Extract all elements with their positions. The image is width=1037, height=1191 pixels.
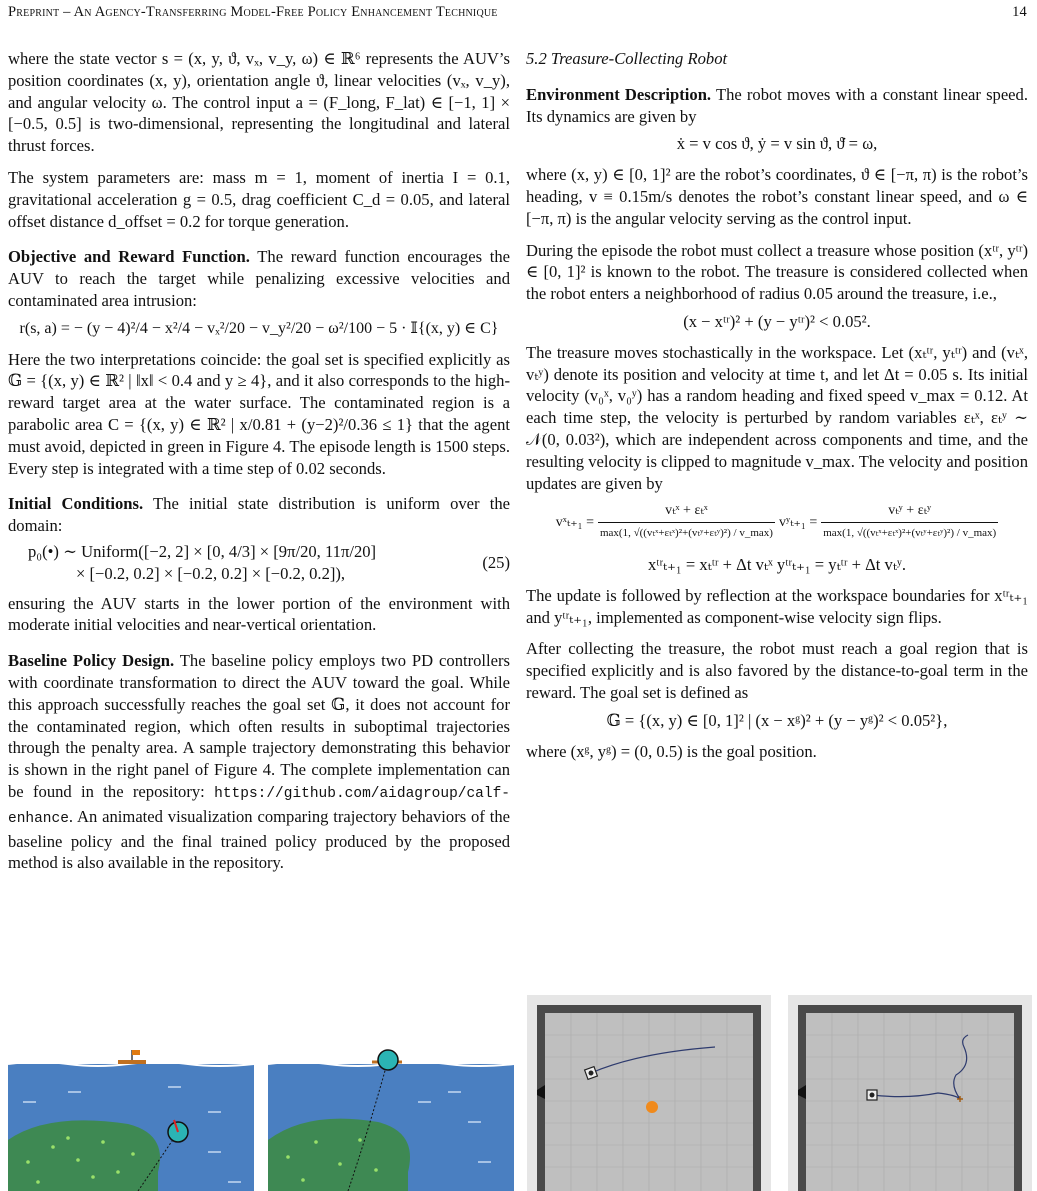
repository-link[interactable]: https://github.com/aidagroup/calf-enhance <box>8 785 510 827</box>
reward-intro: The reward function encourages the AUV to reach the target while penalizing excessive velocities and contaminated area intrusion: <box>8 247 510 310</box>
running-header <box>8 4 1027 26</box>
velocity-y-fraction <box>821 500 998 545</box>
baseline-section <box>8 650 510 874</box>
dynamics-equation: ẋ = v cos ϑ, ẏ = v sin ϑ, ϑ̇ = ω, <box>676 134 878 154</box>
initial-conditions-intro: The initial state distribution is uniform over the domain: <box>8 494 511 536</box>
goal-set-equation: 𝔾 = {(x, y) ∈ [0, 1]² | (x − xᵍ)² + (y − yᵍ)² < 0.05²}, <box>606 710 948 730</box>
initial-conditions-section <box>8 493 510 537</box>
running-title: Preprint – An Agency-Transferring Model-Free Policy Enhancement Technique <box>8 4 498 20</box>
velocity-x-lhs: vˣₜ₊₁ = <box>555 514 594 530</box>
velocity-y-lhs: vʸₜ₊₁ = <box>778 514 818 530</box>
robot-figure-right <box>788 995 1032 1191</box>
environment-heading: Environment Description. <box>526 84 712 104</box>
contamination-area <box>268 1119 410 1191</box>
initial-conditions-heading: Initial Conditions. <box>8 494 144 514</box>
initial-eq-line-1: p₀(•) ∼ Uniform([−2, 2] × [0, 4/3] × [9π/20, 11π/20] <box>28 541 377 561</box>
auv-scene-right <box>268 1042 514 1191</box>
robot-figure-left <box>527 995 771 1191</box>
treasure <box>646 1101 658 1113</box>
collection-equation: (x − xᵗʳ)² + (y − yᵗʳ)² < 0.05². <box>683 311 871 331</box>
reward-equation: r(s, a) = − (y − 4)²/4 − x²/4 − vₓ²/20 − v_y²/20 − ω²/100 − 5 · 𝕀{(x, y) ∈ C} <box>19 319 499 337</box>
robot-agent <box>867 1090 877 1100</box>
baseline-body: The baseline policy employs two PD controllers with coordinate transformation to direct the AUV toward the goal. While this approach successfully reaches the goal set 𝔾, it does not account for the contaminated region, which often results in suboptimal trajectories through the penalty area. A sample trajectory demonstrating this behavior is shown in the right panel of Figure 4. The complete implementation can be found in the repository: <box>8 651 510 801</box>
initial-conditions-paragraph: ensuring the AUV starts in the lower portion of the environment with moderate initial velocities and near-vertical orientation. <box>8 593 510 635</box>
parameters-paragraph: The system parameters are: mass m = 1, moment of inertia I = 0.1, gravitational acceleration g = 0.5, drag coefficient C_d = 0.05, and lateral offset distance d_offset = 0.2 for torque generation. <box>8 167 510 231</box>
subsection-title: 5.2 Treasure-Collecting Robot <box>526 49 728 68</box>
goal-position-paragraph: where (xᵍ, yᵍ) = (0, 0.5) is the goal position. <box>526 741 817 761</box>
state-vector-paragraph: where the state vector s = (x, y, ϑ, vₓ, v_y, ω) ∈ ℝ⁶ represents the AUV’s position coordinates (x, y), orientation angle ϑ, linear velocities (vₓ, v_y), and angular velocity ω. The control input a = (F_long, F_lat) ∈ [−1, 1] × [−0.5, 0.5] is two-dimensional, representing the longitudinal and lateral thrust forces. <box>8 49 510 156</box>
reward-section <box>8 246 510 311</box>
robot-scene-left <box>527 995 771 1191</box>
baseline-heading: Baseline Policy Design. <box>8 651 175 671</box>
target-marker <box>118 1060 146 1064</box>
velocity-y-denominator: max(1, √((vₜˣ+εₜˣ)²+(vₜʸ+εₜʸ)²) / v_max) <box>823 527 997 540</box>
environment-section <box>526 84 1028 128</box>
environment-intro: The robot moves with a constant linear speed. Its dynamics are given by <box>526 84 1028 126</box>
initial-distribution-equation <box>8 541 510 585</box>
treasure-motion-paragraph: The treasure moves stochastically in the workspace. Let (xₜᵗʳ, yₜᵗʳ) and (vₜˣ, vₜʸ) denote its position and velocity at time t, and let Δt = 0.05 s. Its initial velocity (v₀ˣ, v₀ʸ) has a random heading and fixed speed v_max = 0.12. At each time step, the velocity is perturbed by random variables εₜˣ, εₜʸ ∼ 𝒩(0, 0.03²), which are independent across components and time, and the resulting velocity is clipped to magnitude v_max. The velocity and position updates are given by <box>526 342 1028 493</box>
goal-region-paragraph: After collecting the treasure, the robot must reach a goal region that is specified explicitly and is also favored by the distance-to-goal term in the reward. The goal set is defined as <box>526 639 1028 702</box>
velocity-y-numerator: vₜʸ + εₜʸ <box>821 500 998 523</box>
velocity-x-denominator: max(1, √((vₜˣ+εₜˣ)²+(vₜʸ+εₜʸ)²) / v_max) <box>599 527 773 540</box>
reward-heading: Objective and Reward Function. <box>8 247 250 267</box>
reflection-paragraph: The update is followed by reflection at the workspace boundaries for xᵗʳₜ₊₁ and yᵗʳₜ₊₁, implemented as component-wise velocity sign flips. <box>526 585 1028 627</box>
velocity-x-numerator: vₜˣ + εₜˣ <box>598 500 775 523</box>
position-update-equation: xᵗʳₜ₊₁ = xₜᵗʳ + Δt vₜˣ yᵗʳₜ₊₁ = yₜᵗʳ + Δt vₜʸ. <box>647 554 907 574</box>
treasure-paragraph: During the episode the robot must collect a treasure whose position (xᵗʳ, yᵗʳ) ∈ [0, 1]² is known to the robot. The treasure is considered collected when the robot enters a neighborhood of radius 0.05 around the treasure, i.e., <box>526 240 1028 304</box>
auv-figure-left <box>8 1042 254 1191</box>
left-column <box>8 48 510 884</box>
initial-eq-line-2: × [−0.2, 0.2] × [−0.2, 0.2] × [−0.2, 0.2]), <box>76 563 346 583</box>
coordinates-paragraph: where (x, y) ∈ [0, 1]² are the robot’s coordinates, ϑ ∈ [−π, π) is the robot’s heading, v ≡ 0.15m/s denotes the robot’s constant linear speed, and ω ∈ [−π, π) is the angular velocity serving as the control input. <box>526 165 1028 228</box>
equation-number: (25) <box>482 552 510 572</box>
robot-scene-right <box>788 995 1032 1191</box>
page-number: 14 <box>1012 4 1027 20</box>
contamination-area <box>8 1120 160 1191</box>
auv-figure-right <box>268 1042 514 1191</box>
right-column <box>526 48 1028 772</box>
velocity-update-equation <box>526 500 1028 545</box>
baseline-body-tail: . An animated visualization comparing trajectory behaviors of the baseline policy and the final trained policy produced by the proposed method is also available in the repository. <box>8 806 510 873</box>
velocity-x-fraction <box>598 500 775 545</box>
auv-scene-left <box>8 1042 254 1191</box>
auv-agent <box>378 1050 398 1070</box>
goal-contamination-paragraph: Here the two interpretations coincide: the goal set is specified explicitly as 𝔾 = {(x, y) ∈ ℝ² | ‖x‖ < 0.4 and y ≥ 4}, and it also corresponds to the high-reward target area at the water surface. The contaminated region is a parabolic area C = {(x, y) ∈ ℝ² | x/0.81 + (y−2)²/0.36 ≤ 1} that the agent must avoid, depicted in green in Figure 4. The episode length is 1500 steps. Every step is integrated with a time step of 0.02 seconds. <box>8 349 510 478</box>
